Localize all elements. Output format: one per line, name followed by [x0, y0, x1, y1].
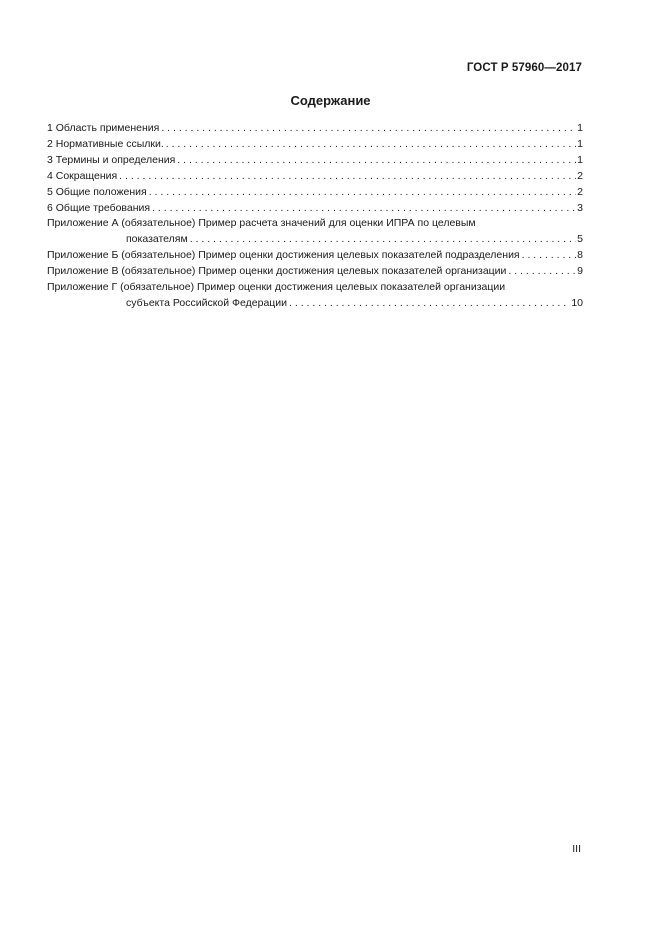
toc-entry-label-continued: показателям: [126, 233, 188, 246]
toc-entry-general-provisions[interactable]: [47, 185, 583, 201]
toc-entry-label: 6 Общие требования: [47, 201, 151, 214]
toc-entry-label: 3 Термины и определения: [47, 153, 176, 166]
toc-entry-label: Приложение В (обязательное) Пример оценки достижения целевых показателей организации: [47, 265, 507, 278]
toc-entry-appendix-v[interactable]: [47, 264, 583, 280]
toc-entry-page: 2: [577, 169, 583, 182]
toc-title: Содержание: [290, 93, 371, 108]
dot-leader: [175, 153, 576, 169]
toc-entry-page: 1: [577, 153, 583, 166]
dot-leader: [188, 232, 576, 248]
dot-leader: [150, 201, 576, 217]
toc-entry-appendix-b[interactable]: [47, 248, 583, 264]
dot-leader: [159, 121, 576, 137]
table-of-contents: [47, 121, 583, 312]
page-number: III: [572, 843, 581, 855]
toc-entry-page: 3: [577, 201, 583, 214]
toc-entry-general-requirements[interactable]: [47, 201, 583, 217]
dot-leader: [287, 296, 570, 312]
standard-code: ГОСТ Р 57960—2017: [466, 62, 582, 74]
toc-entry-terms[interactable]: [47, 153, 583, 169]
toc-entry-label: Приложение А (обязательное) Пример расчета значений для оценки ИПРА по целевым: [47, 217, 476, 230]
toc-entry-page: 1: [577, 122, 583, 134]
toc-entry-label: 4 Сокращения: [47, 169, 118, 182]
dot-leader: [147, 185, 576, 201]
dot-leader: [506, 264, 576, 280]
toc-entry-page: 8: [577, 249, 583, 262]
toc-entry-label: Приложение Б (обязательное) Пример оценки достижения целевых показателей подразделения: [47, 249, 520, 262]
toc-entry-page: 5: [577, 233, 583, 246]
toc-entry-scope[interactable]: [47, 121, 583, 137]
toc-entry-label: Приложение Г (обязательное) Пример оценки достижения целевых показателей организации: [47, 281, 506, 294]
toc-entry-label: 2 Нормативные ссылки.: [47, 137, 164, 150]
dot-leader: [520, 248, 577, 264]
toc-entry-label-continued: субъекта Российской Федерации: [126, 296, 288, 309]
toc-entry-label: 1 Область применения: [47, 122, 160, 134]
dot-leader: [117, 169, 576, 185]
toc-entry-appendix-g[interactable]: [47, 280, 583, 312]
toc-entry-page: 2: [577, 185, 583, 198]
toc-entry-page: 1: [577, 137, 583, 150]
toc-entry-page: 10: [571, 296, 583, 309]
toc-entry-appendix-a[interactable]: [47, 216, 583, 248]
toc-entry-abbreviations[interactable]: [47, 169, 583, 185]
dot-leader: [164, 137, 576, 153]
toc-entry-page: 9: [577, 265, 583, 278]
toc-entry-normative-references[interactable]: [47, 137, 583, 153]
toc-entry-label: 5 Общие положения: [47, 185, 147, 198]
